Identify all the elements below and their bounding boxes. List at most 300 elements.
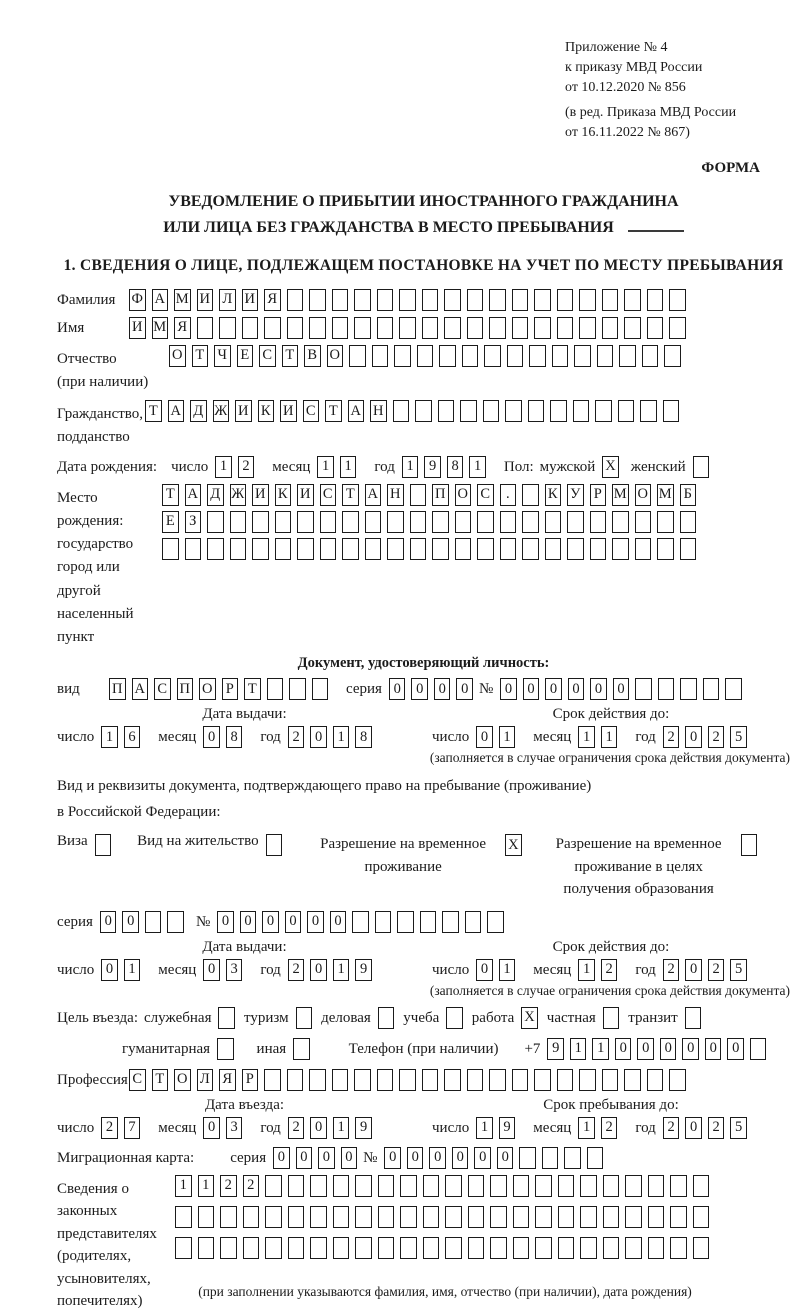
char-box[interactable]	[624, 1069, 641, 1091]
char-box[interactable]: 0	[262, 911, 279, 933]
char-box[interactable]	[243, 1237, 260, 1259]
char-box[interactable]	[462, 345, 479, 367]
char-box[interactable]	[513, 1206, 530, 1228]
char-box[interactable]: Р	[590, 484, 607, 506]
char-box[interactable]	[288, 1237, 305, 1259]
char-box[interactable]	[477, 511, 494, 533]
char-box[interactable]	[355, 1237, 372, 1259]
char-box[interactable]: О	[635, 484, 652, 506]
char-box[interactable]	[288, 1206, 305, 1228]
char-box[interactable]	[635, 538, 652, 560]
char-box[interactable]: С	[320, 484, 337, 506]
char-box[interactable]: А	[365, 484, 382, 506]
char-box[interactable]	[519, 1147, 536, 1169]
char-box[interactable]: 1	[198, 1175, 215, 1197]
char-box[interactable]: 2	[288, 1117, 305, 1139]
transit-checkbox[interactable]	[685, 1007, 702, 1029]
char-box[interactable]	[387, 511, 404, 533]
char-box[interactable]: О	[169, 345, 186, 367]
char-box[interactable]: Т	[325, 400, 342, 422]
other-purpose-checkbox[interactable]	[293, 1038, 310, 1060]
char-box[interactable]	[354, 289, 371, 311]
char-box[interactable]	[542, 1147, 559, 1169]
char-box[interactable]	[500, 538, 517, 560]
char-box[interactable]: Т	[282, 345, 299, 367]
char-box[interactable]: 1	[175, 1175, 192, 1197]
char-box[interactable]: 0	[476, 959, 493, 981]
char-box[interactable]	[387, 538, 404, 560]
char-box[interactable]: 0	[429, 1147, 446, 1169]
char-box[interactable]	[602, 317, 619, 339]
char-box[interactable]: 0	[727, 1038, 744, 1060]
char-box[interactable]: 1	[124, 959, 141, 981]
char-box[interactable]: 3	[226, 959, 243, 981]
residence-permit-checkbox[interactable]	[266, 834, 283, 856]
char-box[interactable]	[557, 1069, 574, 1091]
char-box[interactable]	[439, 345, 456, 367]
char-box[interactable]: У	[567, 484, 584, 506]
char-box[interactable]	[422, 317, 439, 339]
char-box[interactable]	[219, 317, 236, 339]
char-box[interactable]: Т	[192, 345, 209, 367]
char-box[interactable]	[635, 678, 652, 700]
char-box[interactable]	[507, 345, 524, 367]
char-box[interactable]	[693, 1206, 710, 1228]
char-box[interactable]	[468, 1237, 485, 1259]
char-box[interactable]	[309, 317, 326, 339]
char-box[interactable]	[529, 345, 546, 367]
char-box[interactable]: И	[252, 484, 269, 506]
char-box[interactable]: Т	[162, 484, 179, 506]
char-box[interactable]	[670, 1237, 687, 1259]
char-box[interactable]	[442, 911, 459, 933]
char-box[interactable]	[460, 400, 477, 422]
char-box[interactable]	[624, 289, 641, 311]
char-box[interactable]	[377, 317, 394, 339]
char-box[interactable]: 0	[682, 1038, 699, 1060]
char-box[interactable]: Л	[197, 1069, 214, 1091]
char-box[interactable]	[320, 511, 337, 533]
char-box[interactable]: 0	[705, 1038, 722, 1060]
char-box[interactable]	[445, 1175, 462, 1197]
char-box[interactable]	[410, 511, 427, 533]
char-box[interactable]: 7	[124, 1117, 141, 1139]
char-box[interactable]	[393, 400, 410, 422]
char-box[interactable]	[352, 911, 369, 933]
char-box[interactable]: 1	[499, 959, 516, 981]
char-box[interactable]	[680, 538, 697, 560]
char-box[interactable]: 0	[310, 959, 327, 981]
char-box[interactable]	[663, 400, 680, 422]
char-box[interactable]	[417, 345, 434, 367]
char-box[interactable]	[657, 538, 674, 560]
char-box[interactable]	[444, 289, 461, 311]
char-box[interactable]: 0	[545, 678, 562, 700]
char-box[interactable]	[365, 511, 382, 533]
char-box[interactable]	[432, 511, 449, 533]
char-box[interactable]: 9	[499, 1117, 516, 1139]
char-box[interactable]: 0	[203, 726, 220, 748]
char-box[interactable]: И	[297, 484, 314, 506]
char-box[interactable]	[602, 1069, 619, 1091]
char-box[interactable]	[438, 400, 455, 422]
humanitarian-checkbox[interactable]	[217, 1038, 234, 1060]
char-box[interactable]: 3	[226, 1117, 243, 1139]
char-box[interactable]	[243, 1206, 260, 1228]
char-box[interactable]: П	[109, 678, 126, 700]
char-box[interactable]	[287, 317, 304, 339]
char-box[interactable]	[423, 1206, 440, 1228]
char-box[interactable]	[579, 1069, 596, 1091]
char-box[interactable]: Н	[370, 400, 387, 422]
char-box[interactable]	[400, 1206, 417, 1228]
char-box[interactable]: 0	[615, 1038, 632, 1060]
char-box[interactable]	[378, 1206, 395, 1228]
char-box[interactable]: С	[129, 1069, 146, 1091]
char-box[interactable]	[432, 538, 449, 560]
char-box[interactable]	[725, 678, 742, 700]
char-box[interactable]: И	[197, 289, 214, 311]
char-box[interactable]: 0	[310, 726, 327, 748]
char-box[interactable]: А	[185, 484, 202, 506]
char-box[interactable]: 2	[663, 959, 680, 981]
char-box[interactable]	[394, 345, 411, 367]
char-box[interactable]	[647, 317, 664, 339]
char-box[interactable]	[342, 538, 359, 560]
char-box[interactable]	[309, 1069, 326, 1091]
char-box[interactable]	[242, 317, 259, 339]
char-box[interactable]: 2	[601, 1117, 618, 1139]
char-box[interactable]: К	[545, 484, 562, 506]
char-box[interactable]	[550, 400, 567, 422]
char-box[interactable]: 2	[288, 726, 305, 748]
char-box[interactable]: 5	[730, 1117, 747, 1139]
char-box[interactable]	[579, 317, 596, 339]
char-box[interactable]	[587, 1147, 604, 1169]
char-box[interactable]	[680, 678, 697, 700]
char-box[interactable]	[198, 1237, 215, 1259]
char-box[interactable]: 0	[101, 959, 118, 981]
char-box[interactable]: 0	[240, 911, 257, 933]
char-box[interactable]: 0	[330, 911, 347, 933]
char-box[interactable]: 0	[685, 1117, 702, 1139]
char-box[interactable]	[167, 911, 184, 933]
char-box[interactable]: 2	[101, 1117, 118, 1139]
char-box[interactable]	[230, 538, 247, 560]
char-box[interactable]	[603, 1175, 620, 1197]
study-checkbox[interactable]	[446, 1007, 463, 1029]
char-box[interactable]	[422, 1069, 439, 1091]
char-box[interactable]	[399, 289, 416, 311]
char-box[interactable]	[603, 1206, 620, 1228]
char-box[interactable]	[309, 289, 326, 311]
char-box[interactable]: С	[259, 345, 276, 367]
char-box[interactable]	[465, 911, 482, 933]
char-box[interactable]: 0	[217, 911, 234, 933]
char-box[interactable]: М	[657, 484, 674, 506]
char-box[interactable]	[162, 538, 179, 560]
char-box[interactable]: 1	[215, 456, 232, 478]
char-box[interactable]: 2	[663, 726, 680, 748]
char-box[interactable]: 2	[243, 1175, 260, 1197]
char-box[interactable]	[275, 511, 292, 533]
char-box[interactable]: 0	[476, 726, 493, 748]
char-box[interactable]	[372, 345, 389, 367]
char-box[interactable]	[297, 511, 314, 533]
char-box[interactable]: 0	[203, 959, 220, 981]
char-box[interactable]	[545, 511, 562, 533]
char-box[interactable]	[522, 511, 539, 533]
char-box[interactable]	[333, 1206, 350, 1228]
char-box[interactable]	[310, 1206, 327, 1228]
char-box[interactable]: 1	[333, 726, 350, 748]
char-box[interactable]	[669, 317, 686, 339]
char-box[interactable]	[534, 289, 551, 311]
char-box[interactable]	[580, 1206, 597, 1228]
char-box[interactable]	[489, 1069, 506, 1091]
char-box[interactable]	[377, 1069, 394, 1091]
char-box[interactable]	[648, 1175, 665, 1197]
char-box[interactable]	[557, 317, 574, 339]
char-box[interactable]	[513, 1237, 530, 1259]
temporary-residence-checkbox[interactable]: X	[505, 834, 522, 856]
char-box[interactable]: О	[174, 1069, 191, 1091]
char-box[interactable]: 0	[384, 1147, 401, 1169]
char-box[interactable]: .	[500, 484, 517, 506]
char-box[interactable]	[333, 1237, 350, 1259]
char-box[interactable]	[658, 678, 675, 700]
char-box[interactable]	[399, 1069, 416, 1091]
char-box[interactable]: И	[235, 400, 252, 422]
char-box[interactable]: 8	[355, 726, 372, 748]
char-box[interactable]	[415, 400, 432, 422]
char-box[interactable]: 0	[452, 1147, 469, 1169]
char-box[interactable]	[635, 511, 652, 533]
char-box[interactable]	[595, 400, 612, 422]
char-box[interactable]	[252, 538, 269, 560]
char-box[interactable]	[489, 317, 506, 339]
char-box[interactable]	[590, 538, 607, 560]
char-box[interactable]	[552, 345, 569, 367]
char-box[interactable]	[175, 1237, 192, 1259]
char-box[interactable]: Я	[264, 289, 281, 311]
char-box[interactable]	[487, 911, 504, 933]
char-box[interactable]	[468, 1175, 485, 1197]
char-box[interactable]: 9	[547, 1038, 564, 1060]
char-box[interactable]: 1	[333, 959, 350, 981]
char-box[interactable]	[535, 1175, 552, 1197]
char-box[interactable]	[444, 317, 461, 339]
char-box[interactable]: 0	[497, 1147, 514, 1169]
char-box[interactable]: О	[455, 484, 472, 506]
char-box[interactable]	[557, 289, 574, 311]
char-box[interactable]	[625, 1206, 642, 1228]
char-box[interactable]	[375, 911, 392, 933]
char-box[interactable]	[332, 289, 349, 311]
char-box[interactable]	[558, 1206, 575, 1228]
char-box[interactable]: 0	[613, 678, 630, 700]
char-box[interactable]: И	[129, 317, 146, 339]
char-box[interactable]	[602, 289, 619, 311]
char-box[interactable]	[489, 289, 506, 311]
char-box[interactable]: Я	[174, 317, 191, 339]
char-box[interactable]	[597, 345, 614, 367]
char-box[interactable]	[657, 511, 674, 533]
char-box[interactable]: 0	[568, 678, 585, 700]
char-box[interactable]	[264, 317, 281, 339]
char-box[interactable]	[467, 289, 484, 311]
char-box[interactable]: 0	[474, 1147, 491, 1169]
char-box[interactable]	[342, 511, 359, 533]
char-box[interactable]	[207, 511, 224, 533]
char-box[interactable]: 8	[226, 726, 243, 748]
char-box[interactable]	[579, 289, 596, 311]
char-box[interactable]	[423, 1175, 440, 1197]
char-box[interactable]: З	[185, 511, 202, 533]
education-residence-checkbox[interactable]	[741, 834, 758, 856]
char-box[interactable]: Я	[219, 1069, 236, 1091]
tourism-checkbox[interactable]	[296, 1007, 313, 1029]
char-box[interactable]: Ж	[230, 484, 247, 506]
char-box[interactable]	[377, 289, 394, 311]
char-box[interactable]	[648, 1237, 665, 1259]
char-box[interactable]	[297, 538, 314, 560]
work-checkbox[interactable]: X	[521, 1007, 538, 1029]
char-box[interactable]: И	[280, 400, 297, 422]
char-box[interactable]	[505, 400, 522, 422]
char-box[interactable]	[365, 538, 382, 560]
char-box[interactable]: 5	[730, 959, 747, 981]
char-box[interactable]	[590, 511, 607, 533]
char-box[interactable]: 0	[500, 678, 517, 700]
char-box[interactable]: 0	[100, 911, 117, 933]
char-box[interactable]	[558, 1175, 575, 1197]
char-box[interactable]	[490, 1237, 507, 1259]
char-box[interactable]: А	[168, 400, 185, 422]
char-box[interactable]: Ч	[214, 345, 231, 367]
char-box[interactable]: 0	[318, 1147, 335, 1169]
char-box[interactable]: 1	[499, 726, 516, 748]
char-box[interactable]: А	[348, 400, 365, 422]
char-box[interactable]: И	[242, 289, 259, 311]
char-box[interactable]	[185, 538, 202, 560]
char-box[interactable]	[580, 1237, 597, 1259]
char-box[interactable]	[400, 1237, 417, 1259]
char-box[interactable]	[528, 400, 545, 422]
char-box[interactable]: Е	[162, 511, 179, 533]
char-box[interactable]: Ж	[213, 400, 230, 422]
char-box[interactable]: 2	[708, 959, 725, 981]
char-box[interactable]	[670, 1206, 687, 1228]
char-box[interactable]	[252, 511, 269, 533]
char-box[interactable]: 1	[101, 726, 118, 748]
char-box[interactable]: С	[303, 400, 320, 422]
char-box[interactable]	[624, 317, 641, 339]
char-box[interactable]: 0	[285, 911, 302, 933]
char-box[interactable]: 0	[407, 1147, 424, 1169]
char-box[interactable]: Р	[242, 1069, 259, 1091]
char-box[interactable]	[612, 538, 629, 560]
char-box[interactable]: 1	[578, 959, 595, 981]
char-box[interactable]: Д	[207, 484, 224, 506]
char-box[interactable]: 1	[402, 456, 419, 478]
char-box[interactable]: Б	[680, 484, 697, 506]
char-box[interactable]: 0	[341, 1147, 358, 1169]
char-box[interactable]	[558, 1237, 575, 1259]
char-box[interactable]: Т	[152, 1069, 169, 1091]
char-box[interactable]	[354, 317, 371, 339]
char-box[interactable]	[619, 345, 636, 367]
private-checkbox[interactable]	[603, 1007, 620, 1029]
char-box[interactable]: 2	[220, 1175, 237, 1197]
char-box[interactable]: 1	[601, 726, 618, 748]
char-box[interactable]	[468, 1206, 485, 1228]
char-box[interactable]: 0	[637, 1038, 654, 1060]
char-box[interactable]	[265, 1206, 282, 1228]
char-box[interactable]: 1	[570, 1038, 587, 1060]
char-box[interactable]	[332, 1069, 349, 1091]
char-box[interactable]: 9	[355, 959, 372, 981]
char-box[interactable]: 2	[663, 1117, 680, 1139]
char-box[interactable]	[512, 317, 529, 339]
char-box[interactable]	[693, 1175, 710, 1197]
char-box[interactable]: Д	[190, 400, 207, 422]
char-box[interactable]	[287, 1069, 304, 1091]
char-box[interactable]	[484, 345, 501, 367]
char-box[interactable]: 0	[434, 678, 451, 700]
char-box[interactable]	[647, 289, 664, 311]
char-box[interactable]: 9	[424, 456, 441, 478]
char-box[interactable]	[467, 1069, 484, 1091]
char-box[interactable]: 0	[523, 678, 540, 700]
char-box[interactable]: 0	[411, 678, 428, 700]
char-box[interactable]: 5	[730, 726, 747, 748]
char-box[interactable]	[693, 1237, 710, 1259]
char-box[interactable]	[625, 1237, 642, 1259]
char-box[interactable]: 2	[288, 959, 305, 981]
char-box[interactable]	[399, 317, 416, 339]
char-box[interactable]: 0	[590, 678, 607, 700]
char-box[interactable]	[640, 400, 657, 422]
char-box[interactable]	[312, 678, 329, 700]
char-box[interactable]	[288, 1175, 305, 1197]
char-box[interactable]: 0	[273, 1147, 290, 1169]
char-box[interactable]	[522, 484, 539, 506]
char-box[interactable]	[287, 289, 304, 311]
char-box[interactable]: Р	[222, 678, 239, 700]
char-box[interactable]: 6	[124, 726, 141, 748]
char-box[interactable]: Т	[244, 678, 261, 700]
char-box[interactable]	[647, 1069, 664, 1091]
char-box[interactable]	[198, 1206, 215, 1228]
char-box[interactable]: К	[275, 484, 292, 506]
char-box[interactable]: 1	[578, 726, 595, 748]
char-box[interactable]: 0	[389, 678, 406, 700]
char-box[interactable]	[545, 538, 562, 560]
char-box[interactable]	[400, 1175, 417, 1197]
char-box[interactable]	[332, 317, 349, 339]
char-box[interactable]: 1	[592, 1038, 609, 1060]
char-box[interactable]	[220, 1206, 237, 1228]
sex-female-checkbox[interactable]	[693, 456, 710, 478]
char-box[interactable]: 1	[476, 1117, 493, 1139]
char-box[interactable]: 2	[708, 1117, 725, 1139]
char-box[interactable]	[642, 345, 659, 367]
visa-checkbox[interactable]	[95, 834, 112, 856]
char-box[interactable]: 0	[310, 1117, 327, 1139]
char-box[interactable]	[289, 678, 306, 700]
char-box[interactable]	[410, 538, 427, 560]
